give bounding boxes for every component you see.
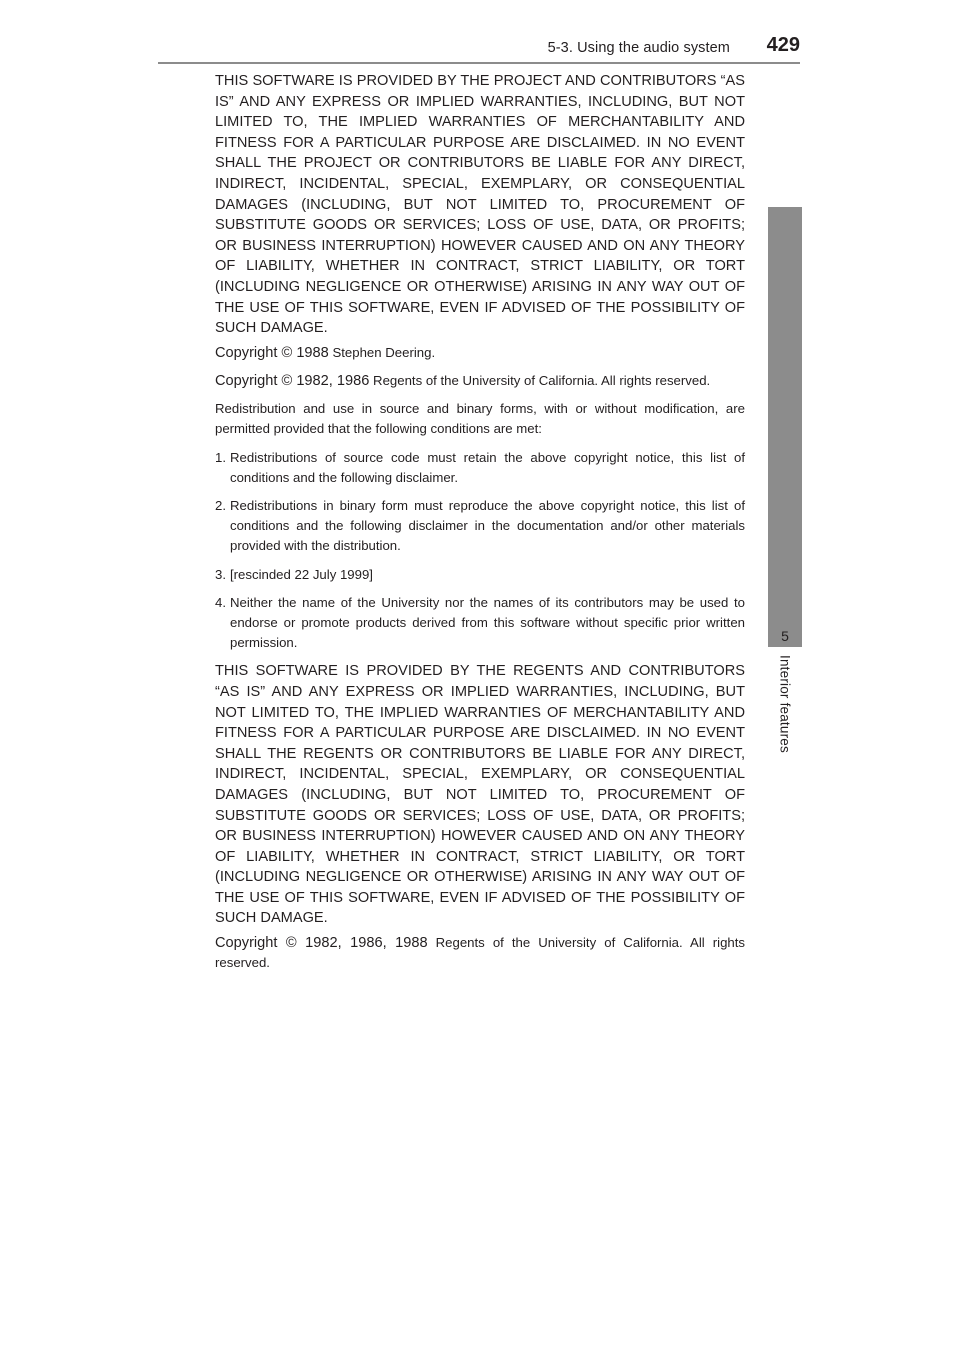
list-item-text: Redistributions in binary form must reproduce the above copyright notice, this list of conditions and the following disclaimer in the documentation and/or other materials provided with the distribution. (230, 497, 745, 554)
list-item (215, 565, 745, 585)
copyright-line-1 (215, 343, 745, 363)
chapter-label (772, 655, 798, 785)
copyright-1-prefix: Copyright © 1988 (215, 344, 329, 361)
chapter-number: 5 (781, 628, 789, 644)
list-item-text: Redistributions of source code must retain the above copyright notice, this list of conditions and the following disclaimer. (230, 449, 745, 485)
list-item-text: [rescinded 22 July 1999] (230, 566, 373, 582)
copyright-3-suffix: Regents of the University of California. All rights reserved. (215, 935, 745, 971)
chapter-tab-bar (768, 207, 802, 647)
conditions-list (215, 448, 745, 654)
chapter-title: Interior features (777, 655, 793, 753)
section-title: 5-3. Using the audio system (547, 40, 730, 56)
disclaimer-paragraph-2: THIS SOFTWARE IS PROVIDED BY THE REGENTS AND CONTRIBUTORS “AS IS” AND ANY EXPRESS OR IMPLIED WARRANTIES, INCLUDING, BUT NOT LIMITED TO, THE IMPLIED WARRANTIES OF MERCHANTABILITY AND FITNESS FOR A PARTICULAR PURPOSE ARE DISCLAIMED. IN NO EVENT SHALL THE REGENTS OR CONTRIBUTORS BE LIABLE FOR ANY DIRECT, INDIRECT, INCIDENTAL, SPECIAL, EXEMPLARY, OR CONSEQUENTIAL DAMAGES (INCLUDING, BUT NOT LIMITED TO, PROCUREMENT OF SUBSTITUTE GOODS OR SERVICES; LOSS OF USE, DATA, OR PROFITS; OR BUSINESS INTERRUPTION) HOWEVER CAUSED AND ON ANY THEORY OF LIABILITY, WHETHER IN CONTRACT, STRICT LIABILITY, OR TORT (INCLUDING NEGLIGENCE OR OTHERWISE) ARISING IN ANY WAY OUT OF THE USE OF THIS SOFTWARE, EVEN IF ADVISED OF THE POSSIBILITY OF SUCH DAMAGE. (215, 663, 745, 927)
list-item-text: Neither the name of the University nor the names of its contributors may be used to endorse or promote products derived from this software without specific prior written permission. (230, 594, 745, 651)
redistribution-intro: Redistribution and use in source and binary forms, with or without modification, are permitted provided that the following conditions are met: (215, 401, 745, 437)
list-item-number: 4. (215, 594, 226, 610)
copyright-1-suffix: Stephen Deering. (328, 344, 436, 360)
page-content (215, 71, 745, 981)
list-item (215, 496, 745, 557)
copyright-2-suffix: Regents of the University of California. All rights reserved. (369, 372, 711, 388)
copyright-line-3 (215, 933, 745, 973)
disclaimer-paragraph-1: THIS SOFTWARE IS PROVIDED BY THE PROJECT AND CONTRIBUTORS “AS IS” AND ANY EXPRESS OR IMPLIED WARRANTIES, INCLUDING, BUT NOT LIMITED TO, THE IMPLIED WARRANTIES OF MERCHANTABILITY AND FITNESS FOR A PARTICULAR PURPOSE ARE DISCLAIMED. IN NO EVENT SHALL THE PROJECT OR CONTRIBUTORS BE LIABLE FOR ANY DIRECT, INDIRECT, INCIDENTAL, SPECIAL, EXEMPLARY, OR CONSEQUENTIAL DAMAGES (INCLUDING, BUT NOT LIMITED TO, PROCUREMENT OF SUBSTITUTE GOODS OR SERVICES; LOSS OF USE, DATA, OR PROFITS; OR BUSINESS INTERRUPTION) HOWEVER CAUSED AND ON ANY THEORY OF LIABILITY, WHETHER IN CONTRACT, STRICT LIABILITY, OR TORT (INCLUDING NEGLIGENCE OR OTHERWISE) ARISING IN ANY WAY OUT OF THE USE OF THIS SOFTWARE, EVEN IF ADVISED OF THE POSSIBILITY OF SUCH DAMAGE. (215, 73, 745, 337)
header-rule (158, 62, 800, 64)
list-item-number: 2. (215, 497, 226, 513)
list-item (215, 448, 745, 488)
list-item (215, 593, 745, 654)
copyright-2-prefix: Copyright © 1982, 1986 (215, 372, 370, 389)
page-header (270, 0, 800, 80)
page-number: 429 (766, 34, 800, 56)
list-item-number: 1. (215, 449, 226, 465)
list-item-number: 3. (215, 566, 226, 582)
copyright-line-2 (215, 371, 745, 391)
copyright-3-prefix: Copyright © 1982, 1986, 1988 (215, 935, 428, 952)
